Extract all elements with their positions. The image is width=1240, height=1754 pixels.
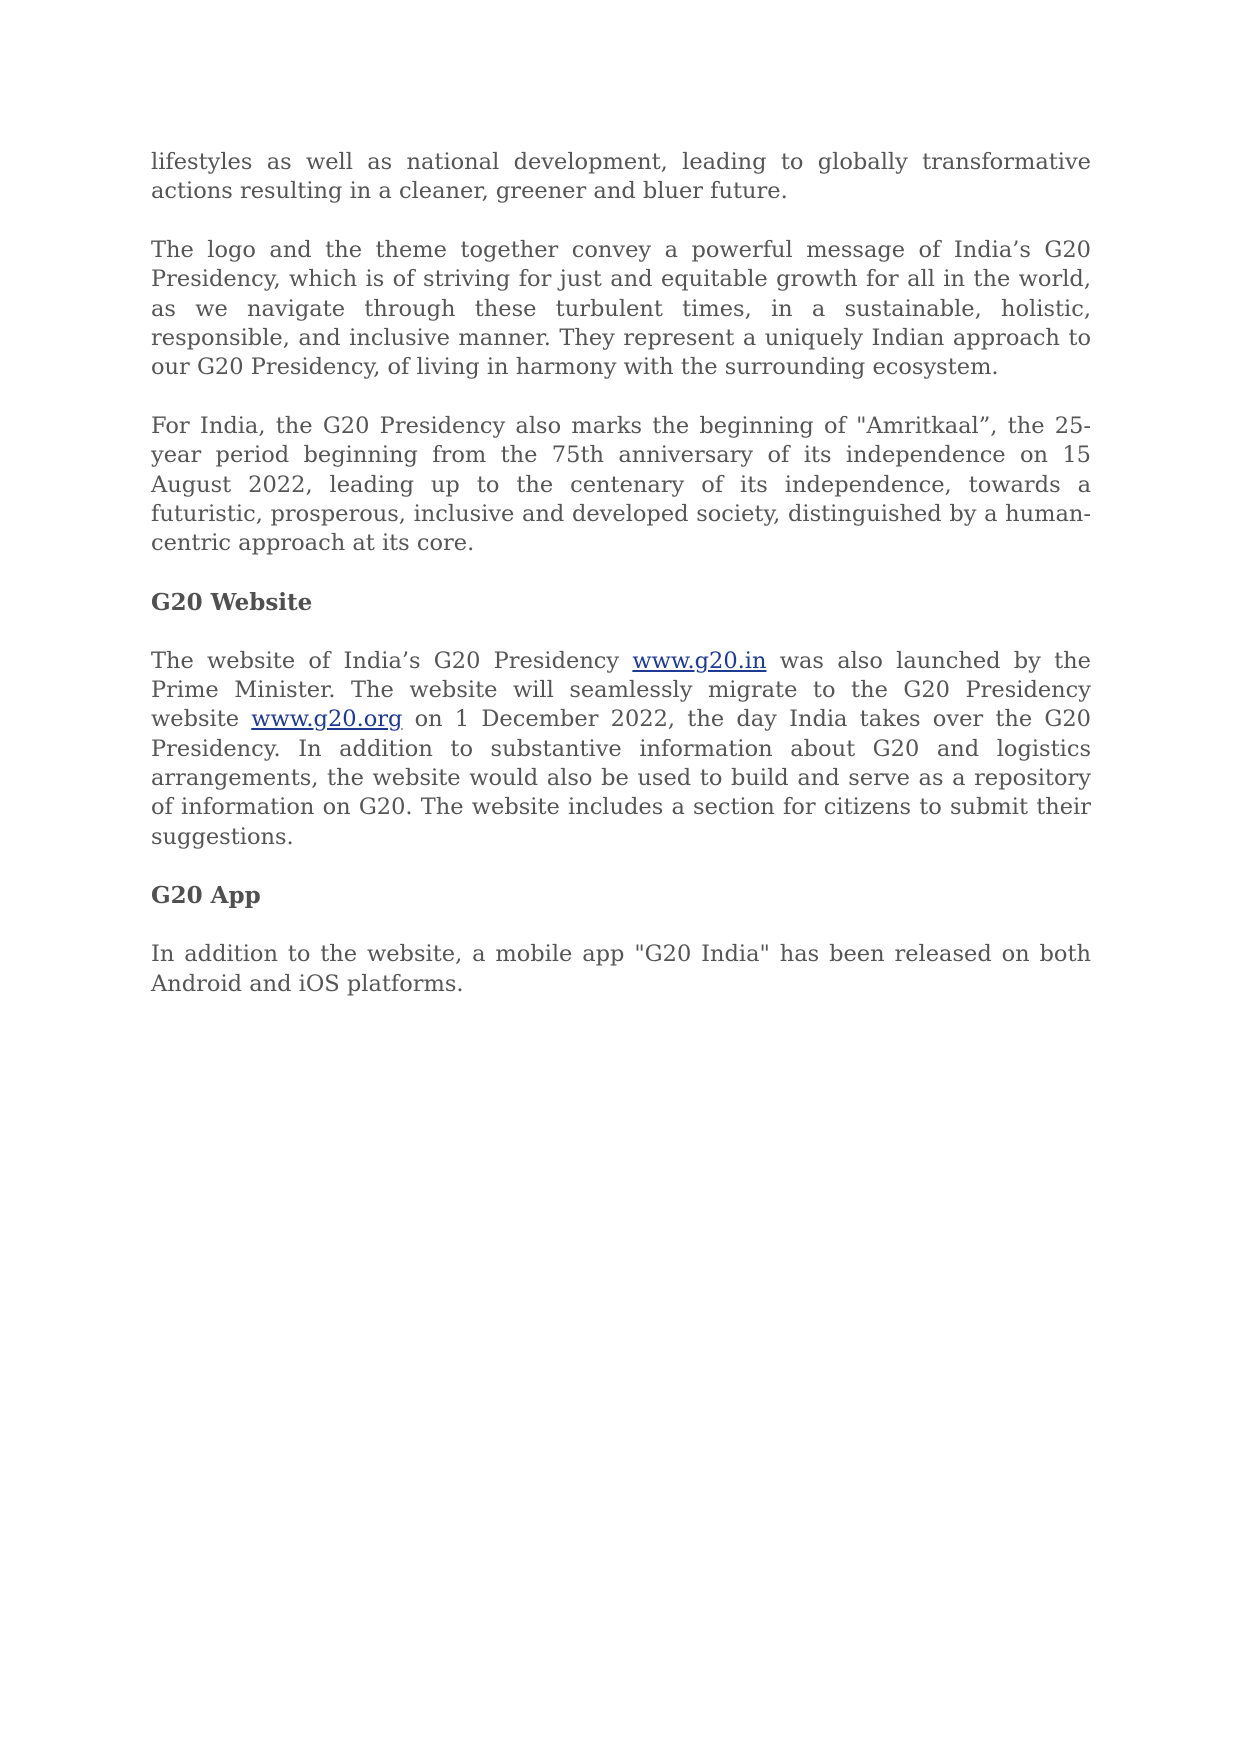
paragraph-intro-continued: lifestyles as well as national development, leading to globally transformative actions resulting in a cleaner, greener and bluer future. — [151, 149, 1091, 205]
website-text-part3: on 1 December 2022, the day India takes over the G20 Presidency. In addition to substantive information about G20 and logistics arrangements, the website would also be used to build and serve as a repository of information on G20. The website includes a section for citizens to submit their suggestions. — [151, 706, 1091, 850]
paragraph-g20-app: In addition to the website, a mobile app "G20 India" has been released on both Android and iOS platforms. — [151, 941, 1091, 997]
link-g20-in[interactable]: www.g20.in — [632, 647, 767, 674]
website-text-part2: was also launched by the Prime Minister. The website will seamlessly migrate to the G20 Presidency website — [151, 647, 1091, 733]
link-g20-org[interactable]: www.g20.org — [251, 706, 403, 733]
paragraph-logo-theme: The logo and the theme together convey a powerful message of India’s G20 Presidency, which is of striving for just and equitable growth for all in the world, as we navigate through these turbulent times, in a sustainable, holistic, responsible, and inclusive manner. They represent a uniquely Indian approach to our G20 Presidency, of living in harmony with the surrounding ecosystem. — [151, 237, 1091, 381]
heading-g20-app: G20 App — [151, 882, 261, 910]
paragraph-g20-website — [151, 647, 1091, 852]
paragraph-amritkaal: For India, the G20 Presidency also marks the beginning of "Amritkaal”, the 25-year period beginning from the 75th anniversary of its independence on 15 August 2022, leading up to the centenary of its independence, towards a futuristic, prosperous, inclusive and developed society, distinguished by a human-centric approach at its core. — [151, 413, 1091, 557]
website-text-part1: The website of India’s G20 Presidency — [151, 647, 633, 674]
heading-g20-website: G20 Website — [151, 589, 313, 617]
document-page — [151, 148, 1091, 1028]
